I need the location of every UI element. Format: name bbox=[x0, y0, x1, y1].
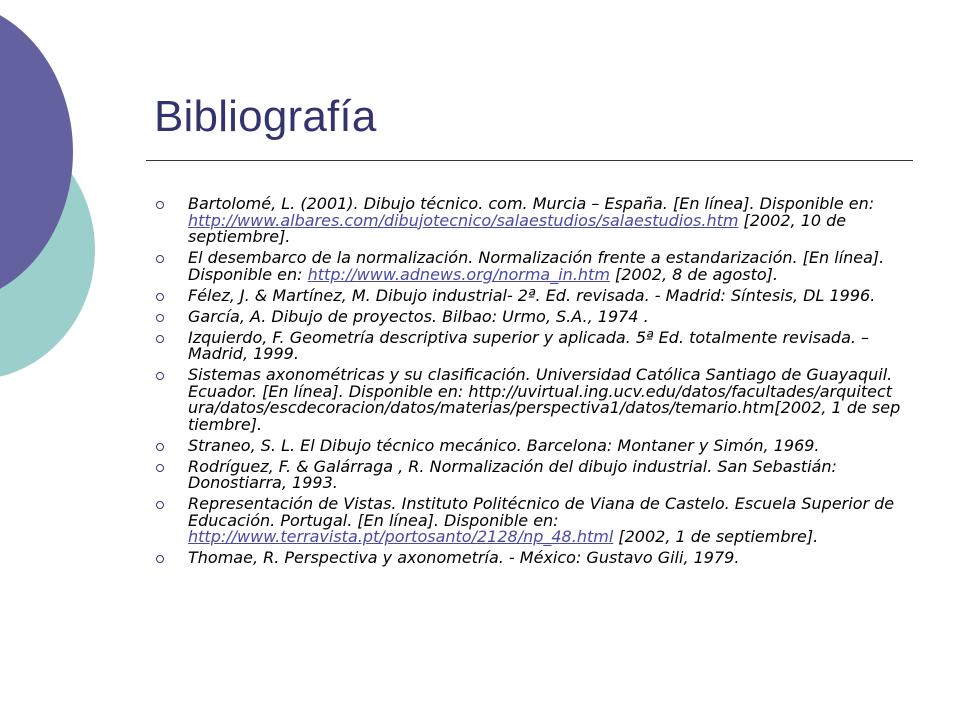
reference-item bbox=[156, 285, 901, 305]
reference-link[interactable]: http://www.albares.com/dibujotecnico/salaestudios/salaestudios.htm bbox=[188, 210, 739, 230]
bullet-circle-icon bbox=[156, 314, 164, 322]
bullet-circle-icon bbox=[156, 464, 164, 472]
reference-text: Félez, J. & Martínez, M. Dibujo industrial- 2ª. Ed. revisada. - Madrid: Síntesis, DL 1996. bbox=[188, 285, 876, 305]
reference-date: [2002, 1 de septiembre]. bbox=[613, 527, 819, 546]
reference-link[interactable]: http://www.adnews.org/norma_in.htm bbox=[307, 264, 610, 284]
reference-text: Representación de Vistas. Instituto Politécnico de Viana de Castelo. Escuela Superior de Educación. Portugal. [En línea]. Disponible en: bbox=[188, 494, 895, 530]
bibliography-list bbox=[156, 196, 901, 571]
reference-item bbox=[156, 250, 901, 283]
bullet-circle-icon bbox=[156, 372, 164, 380]
reference-date: [2002, 8 de agosto]. bbox=[609, 264, 778, 284]
reference-text: Rodríguez, F. & Galárraga , R. Normalización del dibujo industrial. San Sebastián: Donostiarra, 1993. bbox=[188, 456, 837, 492]
bullet-circle-icon bbox=[156, 335, 164, 343]
reference-text: Bartolomé, L. (2001). Dibujo técnico. com. Murcia – España. [En línea]. Disponible en: bbox=[188, 194, 875, 213]
slide-title: Bibliografía bbox=[154, 92, 377, 141]
bullet-circle-icon bbox=[156, 443, 164, 451]
reference-item bbox=[156, 550, 901, 567]
reference-text: Izquierdo, F. Geometría descriptiva superior y aplicada. 5ª Ed. totalmente revisada. – Madrid, 1999. bbox=[188, 327, 870, 363]
reference-text: El desembarco de la normalización. Normalización frente a estandarización. [En línea]. Disponible en: bbox=[188, 248, 885, 284]
bullet-circle-icon bbox=[156, 501, 164, 509]
reference-item bbox=[156, 435, 901, 455]
reference-item bbox=[156, 496, 901, 546]
reference-item bbox=[156, 367, 901, 433]
reference-link[interactable]: http://www.terravista.pt/portosanto/2128/np_48.html bbox=[188, 527, 614, 546]
bullet-circle-icon bbox=[156, 255, 164, 263]
title-divider bbox=[146, 160, 913, 161]
reference-item bbox=[156, 306, 901, 326]
reference-item bbox=[156, 327, 901, 363]
reference-text: Thomae, R. Perspectiva y axonometría. - México: Gustavo Gili, 1979. bbox=[188, 548, 740, 567]
bullet-circle-icon bbox=[156, 555, 164, 563]
reference-text: Straneo, S. L. El Dibujo técnico mecánico. Barcelona: Montaner y Simón, 1969. bbox=[188, 435, 820, 455]
reference-item bbox=[156, 196, 901, 246]
reference-date: [2002, 10 de septiembre]. bbox=[188, 210, 847, 246]
reference-item bbox=[156, 456, 901, 492]
reference-text: Sistemas axonométricas y su clasificación. Universidad Católica Santiago de Guayaquil. Ecuador. [En línea]. Disponible en: http://uvirtual.ing.ucv.edu/datos/facultades/arquitectura/datos/escdecoracion/datos/materias/perspectiva1/datos/temario.htm[2002, 1 de septiembre]. bbox=[188, 365, 901, 434]
reference-text: García, A. Dibujo de proyectos. Bilbao: Urmo, S.A., 1974 . bbox=[188, 306, 649, 326]
bullet-circle-icon bbox=[156, 201, 164, 209]
bullet-circle-icon bbox=[156, 293, 164, 301]
